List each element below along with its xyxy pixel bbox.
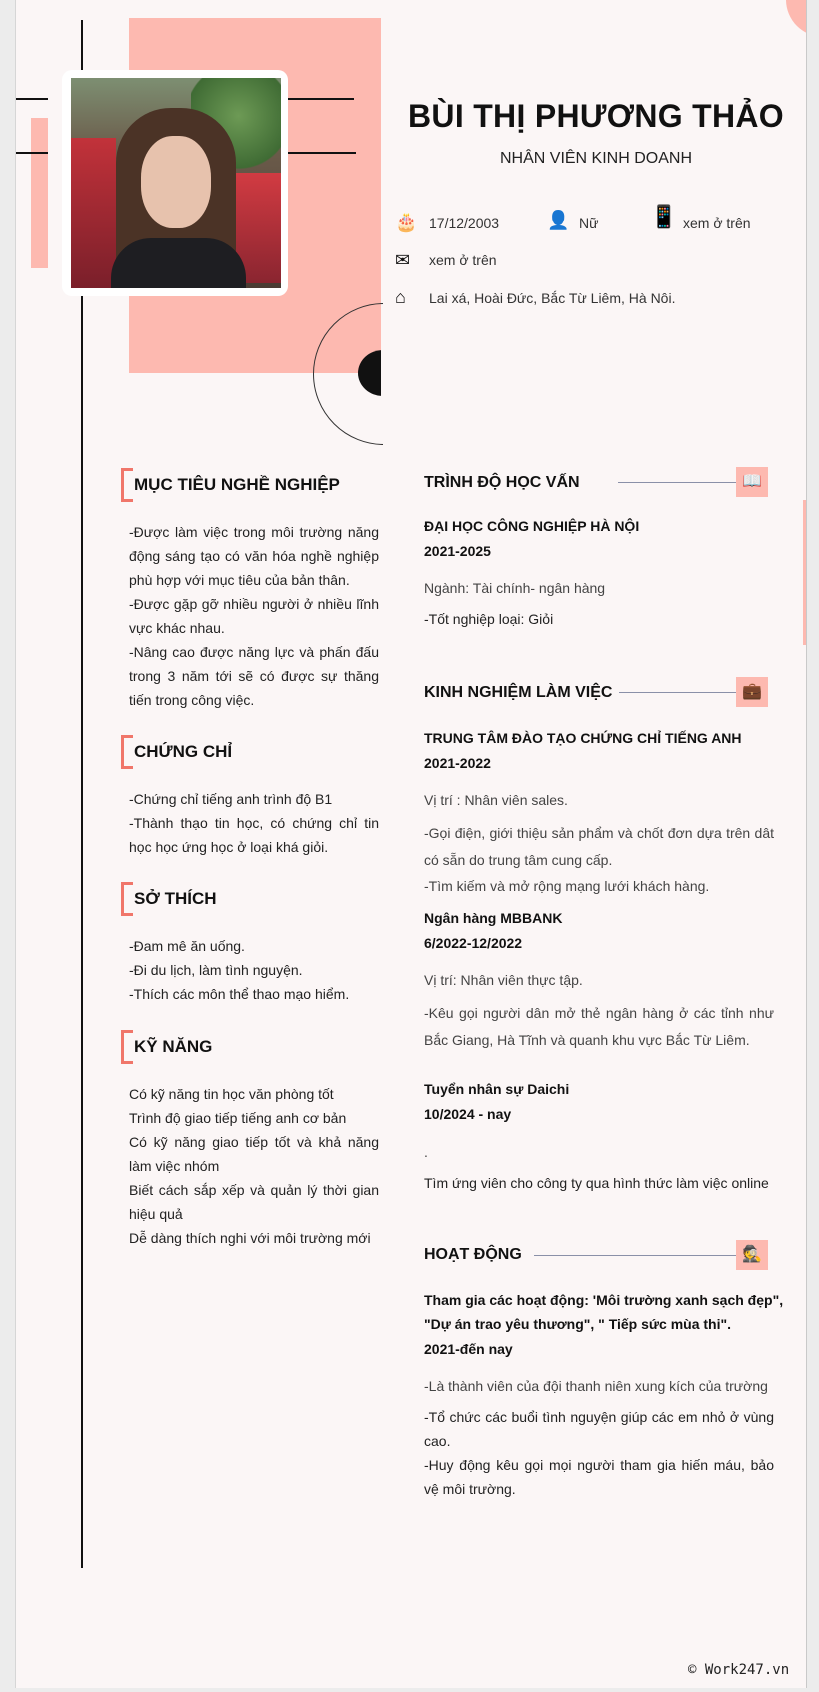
objective-line: -Được gặp gỡ nhiều người ở nhiều lĩnh vực khác nhau. <box>129 596 379 636</box>
decor-hline <box>16 98 48 100</box>
skill-line: Dễ dàng thích nghi với môi trường mới <box>129 1230 371 1246</box>
address-value: Lai xá, Hoài Đức, Bắc Từ Liêm, Hà Nôi. <box>429 290 676 306</box>
decor-pink-side <box>31 118 48 268</box>
home-icon: ⌂ <box>395 287 406 307</box>
job-description: -Gọi điện, giới thiệu sản phẩm và chốt đơn dựa trên dât có sẵn do trung tâm cung cấp. <box>424 825 774 868</box>
email-value: xem ở trên <box>429 252 497 268</box>
certificate-line: -Chứng chỉ tiếng anh trình độ B1 <box>129 791 333 807</box>
job-period: 6/2022-12/2022 <box>424 935 523 951</box>
book-icon: 📖 <box>736 467 768 497</box>
activity-line: -Là thành viên của đội thanh niên xung kích của trường <box>424 1378 768 1394</box>
certificate-line: -Thành thạo tin học, có chứng chỉ tin học học ứng học ở loại khá giỏi. <box>129 815 379 855</box>
skills-text <box>129 1082 379 1250</box>
footer-credit: © Work247.vn <box>688 1662 790 1678</box>
skill-line: Biết cách sắp xếp và quản lý thời gian hiệu quả <box>129 1182 379 1222</box>
profile-photo-frame <box>62 70 288 296</box>
section-title-activities: HOẠT ĐỘNG <box>424 1246 522 1263</box>
section-title-certificates: CHỨNG CHỈ <box>121 735 232 769</box>
volunteer-icon: 🕵 <box>736 1240 768 1270</box>
skill-line: Có kỹ năng tin học văn phòng tốt <box>129 1086 334 1102</box>
job-role: Vị trí: Nhân viên thực tập. <box>424 972 583 988</box>
hobby-line: -Đam mê ăn uống. <box>129 938 245 954</box>
hobbies-text <box>129 934 379 1006</box>
section-rule <box>534 1255 737 1256</box>
job-description: -Kêu gọi người dân mở thẻ ngân hàng ở các tỉnh như Bắc Giang, Hà Tĩnh và quanh khu vực Bắc Từ Liêm. <box>424 1005 774 1048</box>
phone-value: xem ở trên <box>683 215 751 231</box>
job-description: -Tìm kiếm và mở rộng mạng lưới khách hàng. <box>424 878 710 894</box>
section-title-experience: KINH NGHIỆM LÀM VIỆC <box>424 684 613 701</box>
activity-headline: "Dự án trao yêu thương", " Tiếp sức mùa thi". <box>424 1316 732 1332</box>
section-title-education: TRÌNH ĐỘ HỌC VẤN <box>424 474 580 491</box>
section-title-skills: KỸ NĂNG <box>121 1030 212 1064</box>
hobby-line: -Đi du lịch, làm tình nguyện. <box>129 962 303 978</box>
skill-line: Trình độ giao tiếp tiếng anh cơ bản <box>129 1110 347 1126</box>
job-company: Ngân hàng MBBANK <box>424 910 563 926</box>
hobby-line: -Thích các môn thể thao mạo hiểm. <box>129 986 350 1002</box>
mail-icon: ✉ <box>395 250 411 270</box>
objective-line: -Được làm việc trong môi trường năng động sáng tạo có văn hóa nghề nghiệp phù hợp với mục tiêu của bản thân. <box>129 524 379 588</box>
job-company: Tuyển nhân sự Daichi <box>424 1081 570 1097</box>
objective-line: -Nâng cao được năng lực và phấn đấu trong 3 năm tới sẽ có được sự thăng tiến trong công việc. <box>129 644 379 708</box>
education-major: Ngành: Tài chính- ngân hàng <box>424 580 606 596</box>
job-dot: . <box>424 1144 428 1160</box>
job-period: 2021-2022 <box>424 755 491 771</box>
decor-ring <box>313 303 455 445</box>
decor-hline <box>16 152 48 154</box>
education-period: 2021-2025 <box>424 543 491 559</box>
activity-headline: Tham gia các hoạt động: 'Môi trường xanh sạch đẹp", <box>424 1292 784 1308</box>
section-rule <box>618 482 736 483</box>
education-school: ĐẠI HỌC CÔNG NGHIỆP HÀ NỘI <box>424 518 640 534</box>
phone-icon: 📱 <box>650 204 678 229</box>
person-icon: 👤 <box>547 210 570 230</box>
decor-corner-circle <box>786 0 807 37</box>
candidate-name: BÙI THỊ PHƯƠNG THẢO <box>408 98 784 134</box>
profile-photo <box>71 78 281 288</box>
cv-page <box>15 0 807 1688</box>
candidate-job-title: NHÂN VIÊN KINH DOANH <box>499 150 693 167</box>
job-company: TRUNG TÂM ĐÀO TẠO CHỨNG CHỈ TIẾNG ANH <box>424 730 742 746</box>
skill-line: Có kỹ năng giao tiếp tốt và khả năng làm việc nhóm <box>129 1134 379 1174</box>
section-title-objective: MỤC TIÊU NGHỀ NGHIỆP <box>121 468 340 502</box>
section-title-hobbies: SỞ THÍCH <box>121 882 217 916</box>
job-period: 10/2024 - nay <box>424 1106 512 1122</box>
section-rule <box>619 692 737 693</box>
gender-value: Nữ <box>579 215 599 231</box>
education-grade: -Tốt nghiệp loại: Giỏi <box>424 611 554 627</box>
activity-period: 2021-đến nay <box>424 1341 513 1357</box>
decor-pink-right <box>803 500 807 645</box>
certificates-text <box>129 787 379 859</box>
objective-text <box>129 520 379 712</box>
activity-line: -Huy động kêu gọi mọi người tham gia hiến máu, bảo vệ môi trường. <box>424 1457 774 1497</box>
activity-line: -Tổ chức các buổi tình nguyện giúp các em nhỏ ở vùng cao. <box>424 1409 774 1449</box>
birthday-cake-icon: 🎂 <box>395 212 418 232</box>
briefcase-icon: 💼 <box>736 677 768 707</box>
job-role: Vị trí : Nhân viên sales. <box>424 792 568 808</box>
decor-dot <box>358 350 408 396</box>
job-description: Tìm ứng viên cho công ty qua hình thức làm việc online <box>424 1175 769 1191</box>
dob-value: 17/12/2003 <box>429 215 500 231</box>
